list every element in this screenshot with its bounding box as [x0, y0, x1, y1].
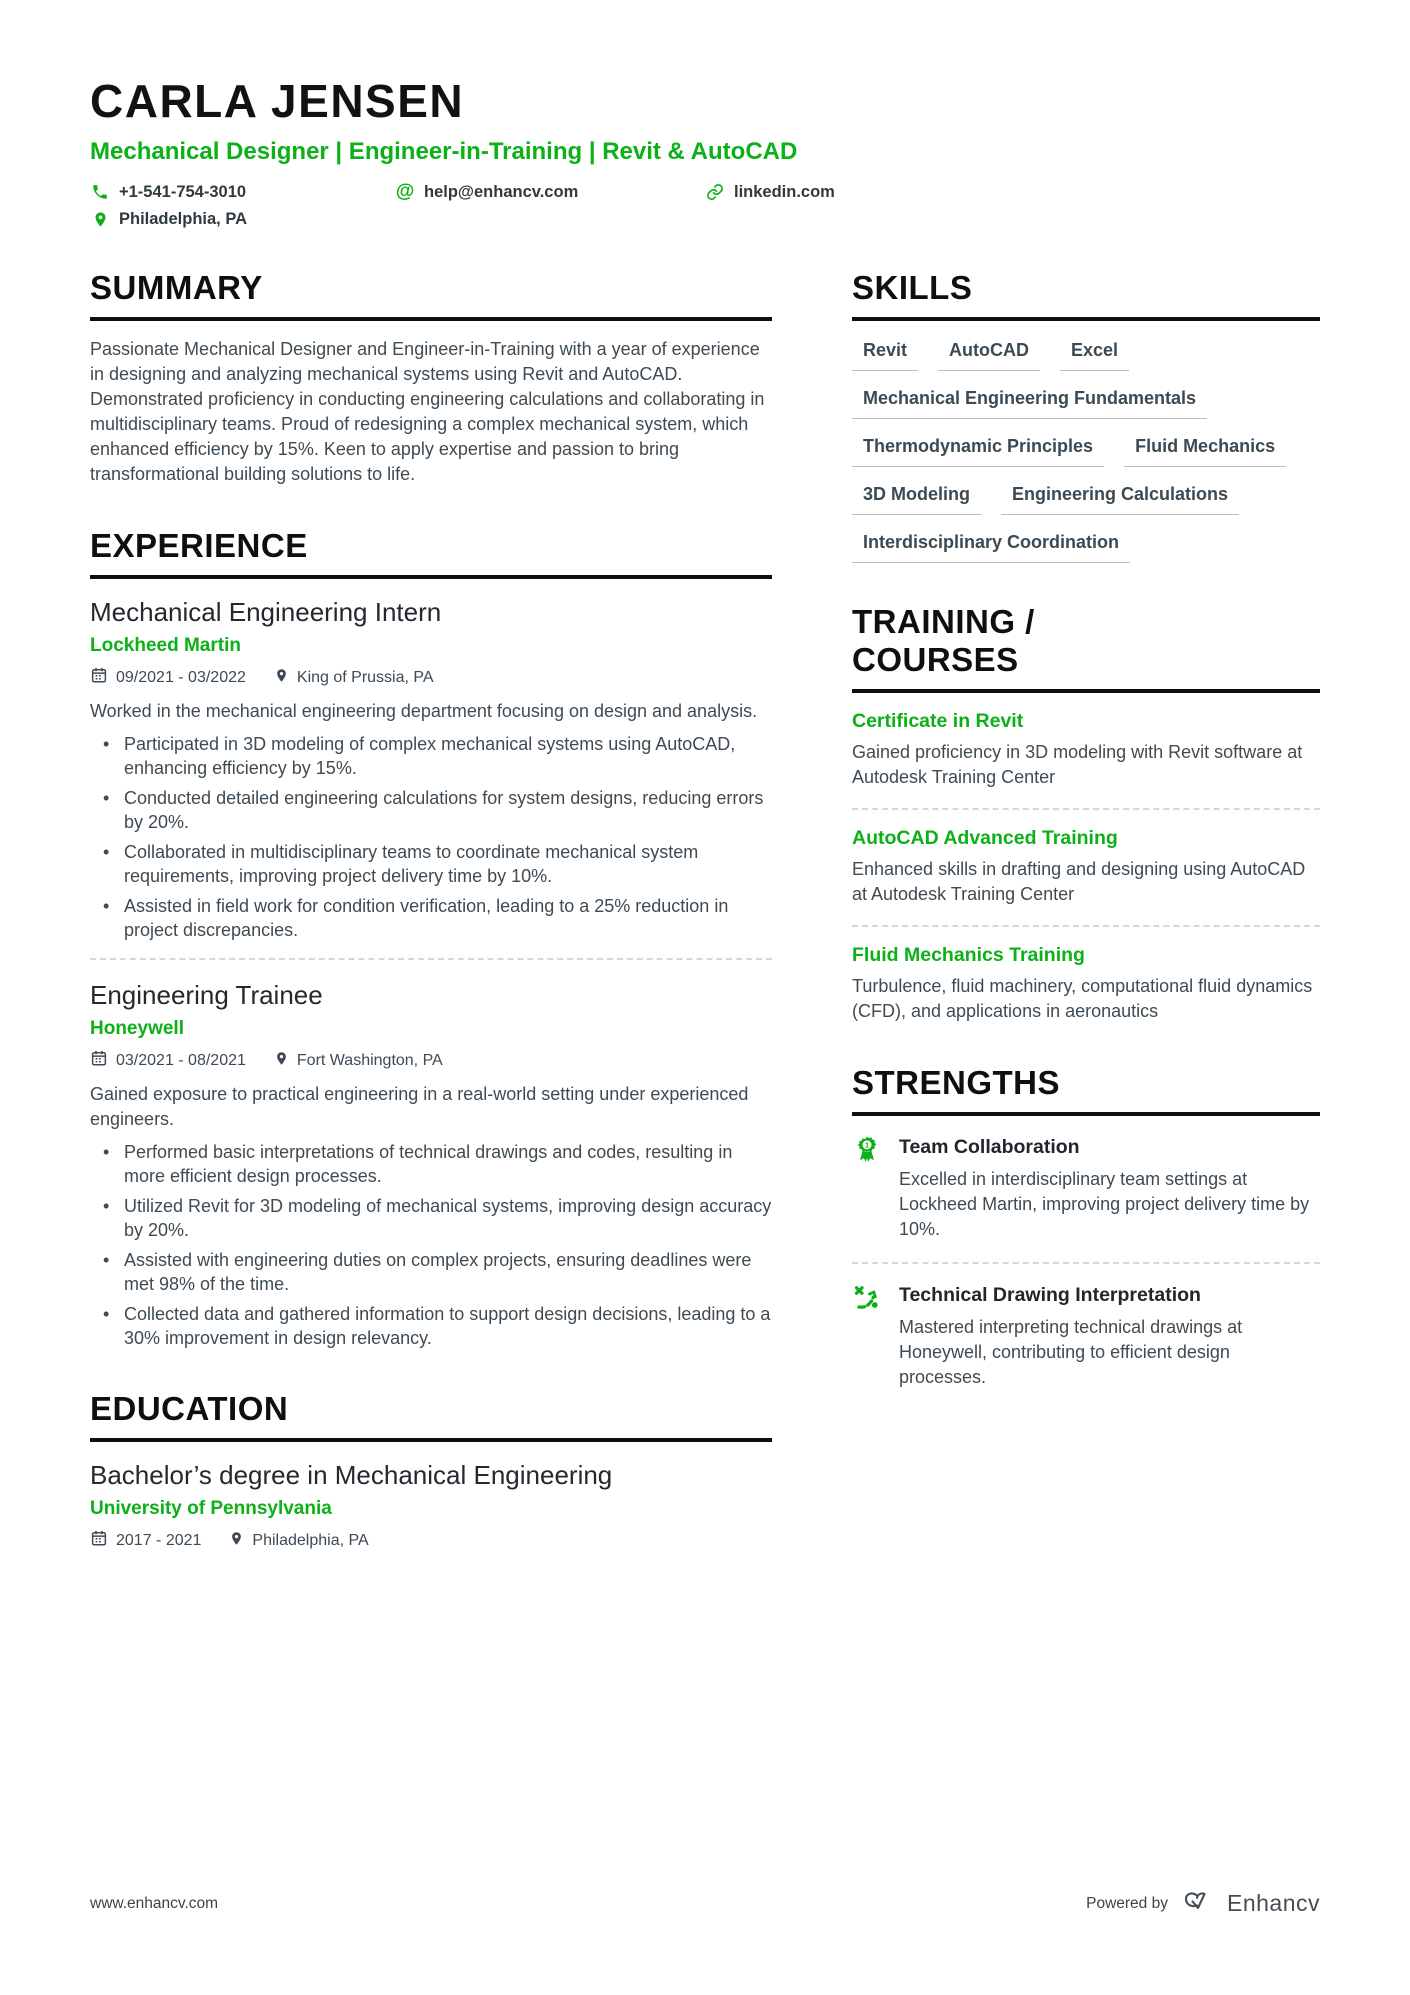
skill-tag: Thermodynamic Principles	[852, 436, 1104, 467]
left-column	[90, 269, 772, 1592]
job-description: Worked in the mechanical engineering department focusing on design and analysis.	[90, 701, 758, 721]
linkedin-text: linkedin.com	[734, 182, 835, 201]
skills-list	[852, 340, 1320, 563]
course-title: Certificate in Revit	[852, 710, 1024, 732]
job-title: Engineering Trainee	[90, 980, 323, 1010]
bullet-item	[90, 1302, 772, 1350]
dashed-divider	[852, 808, 1320, 810]
bullet-text: Performed basic interpretations of technical drawings and codes, resulting in more efficient design processes.	[124, 1142, 733, 1186]
dashed-divider	[852, 1262, 1320, 1264]
pin-icon	[229, 1530, 244, 1552]
email-link[interactable]	[395, 182, 705, 202]
training-heading	[852, 603, 1320, 693]
medal-icon	[852, 1133, 882, 1242]
phone-text: +1-541-754-3010	[119, 182, 247, 201]
bullet-text: Collected data and gathered information to support design decisions, leading to a 30% improvement in design relevancy.	[124, 1304, 771, 1348]
bullet-dot: •	[103, 1142, 110, 1162]
pin-icon	[274, 667, 289, 689]
bullet-dot: •	[103, 1304, 110, 1324]
bullet-item	[90, 732, 772, 780]
bullet-text: Participated in 3D modeling of complex mechanical systems using AutoCAD, enhancing efficiency by 15%.	[124, 734, 736, 778]
strength-title: Technical Drawing Interpretation	[899, 1284, 1201, 1306]
summary-section	[90, 269, 772, 487]
email-text: help@enhancv.com	[424, 182, 579, 201]
calendar-icon	[90, 1049, 108, 1072]
course-description: Turbulence, fluid machinery, computational fluid dynamics (CFD), and applications in aeronautics	[852, 976, 1313, 1021]
summary-text: Passionate Mechanical Designer and Engineer-in-Training with a year of experience in designing and analyzing mechanical systems using Revit and AutoCAD. Demonstrated proficiency in conducting engineering calculations and collaborating in multidisciplinary teams. Proud of redesigning a complex mechanical system, which enhanced efficiency by 15%. Keen to apply expertise and passion to bring transformational building solutions to life.	[90, 339, 765, 484]
main-columns	[90, 269, 1320, 1592]
linkedin-link[interactable]	[705, 182, 835, 202]
education-dates-item	[90, 1529, 201, 1552]
right-column	[852, 269, 1320, 1592]
location-row	[90, 209, 1320, 229]
job-location-item	[274, 1050, 443, 1072]
bullet-dot: •	[103, 1250, 110, 1270]
dashed-divider	[90, 958, 772, 960]
page-footer	[90, 1888, 1320, 1919]
phone-link[interactable]	[90, 182, 395, 202]
bullet-item	[90, 1140, 772, 1188]
job-dates-item	[90, 666, 246, 689]
course-entry	[852, 944, 1320, 1024]
bullet-item	[90, 1194, 772, 1242]
strength-title: Team Collaboration	[899, 1136, 1080, 1158]
skill-tag: Revit	[852, 340, 918, 371]
contact-row	[90, 182, 1320, 202]
education-section	[90, 1390, 772, 1552]
skill-tag: Fluid Mechanics	[1124, 436, 1286, 467]
skill-tag: 3D Modeling	[852, 484, 981, 515]
bullet-dot: •	[103, 842, 110, 862]
training-section	[852, 603, 1320, 1024]
location-icon	[90, 209, 110, 229]
skills-heading: SKILLS	[852, 269, 1320, 321]
skills-section	[852, 269, 1320, 563]
course-description: Enhanced skills in drafting and designing using AutoCAD at Autodesk Training Center	[852, 859, 1306, 904]
bullet-dot: •	[103, 788, 110, 808]
strengths-heading: STRENGTHS	[852, 1064, 1320, 1116]
candidate-title: Mechanical Designer | Engineer-in-Training | Revit & AutoCAD	[90, 138, 798, 165]
skill-tag: Interdisciplinary Coordination	[852, 532, 1130, 563]
bullet-item	[90, 894, 772, 942]
skill-tag: AutoCAD	[938, 340, 1040, 371]
enhancv-logo-icon	[1183, 1888, 1217, 1919]
job-bullets	[90, 732, 772, 942]
strength-entry	[852, 1133, 1320, 1242]
job-dates: 03/2021 - 08/2021	[116, 1051, 246, 1069]
bullet-text: Assisted with engineering duties on complex projects, ensuring deadlines were met 98% of the time.	[124, 1250, 752, 1294]
enhancv-brand-name: Enhancv	[1226, 1890, 1320, 1916]
at-icon: @	[395, 181, 415, 202]
bullet-dot: •	[103, 1196, 110, 1216]
calendar-icon	[90, 666, 108, 689]
job-dates-item	[90, 1049, 246, 1072]
bullet-text: Assisted in field work for condition verification, leading to a 25% reduction in project discrepancies.	[124, 896, 729, 940]
calendar-icon	[90, 1529, 108, 1552]
bullet-item	[90, 840, 772, 888]
bullet-text: Utilized Revit for 3D modeling of mechanical systems, improving design accuracy by 20%.	[124, 1196, 772, 1240]
strength-content	[899, 1281, 1320, 1390]
skill-tag: Mechanical Engineering Fundamentals	[852, 388, 1207, 419]
job-entry	[90, 980, 772, 1350]
resume-header	[90, 74, 1320, 229]
skill-tag: Excel	[1060, 340, 1129, 371]
location-item	[90, 209, 247, 229]
tactics-icon	[852, 1281, 882, 1390]
course-title: AutoCAD Advanced Training	[852, 827, 1118, 849]
education-meta	[90, 1529, 772, 1552]
bullet-dot: •	[103, 734, 110, 754]
job-meta	[90, 1049, 772, 1072]
job-meta	[90, 666, 772, 689]
course-title: Fluid Mechanics Training	[852, 944, 1085, 966]
job-location: Fort Washington, PA	[296, 1051, 443, 1069]
bullet-text: Conducted detailed engineering calculations for system designs, reducing errors by 20%.	[124, 788, 764, 832]
skill-tag: Engineering Calculations	[1001, 484, 1239, 515]
bullet-dot: •	[103, 896, 110, 916]
enhancv-brand-link[interactable]	[1183, 1888, 1320, 1919]
experience-heading: EXPERIENCE	[90, 527, 772, 579]
education-dates: 2017 - 2021	[116, 1531, 202, 1549]
job-location-item	[274, 667, 434, 689]
bullet-text: Collaborated in multidisciplinary teams to coordinate mechanical system requirements, improving project delivery time by 10%.	[124, 842, 699, 886]
strength-content	[899, 1133, 1320, 1242]
location-text: Philadelphia, PA	[119, 209, 248, 228]
course-entry	[852, 710, 1320, 790]
medal-badge-number: 1	[864, 1140, 870, 1150]
job-description: Gained exposure to practical engineering in a real-world setting under experienced engineers.	[90, 1084, 749, 1129]
course-entry	[852, 827, 1320, 907]
degree-title: Bachelor’s degree in Mechanical Engineering	[90, 1460, 613, 1490]
school-name: University of Pennsylvania	[90, 1498, 332, 1519]
bullet-item	[90, 786, 772, 834]
training-heading-text: TRAINING / COURSES	[852, 603, 1035, 678]
job-bullets	[90, 1140, 772, 1350]
strength-description: Mastered interpreting technical drawings at Honeywell, contributing to efficient design processes.	[899, 1317, 1243, 1387]
strength-description: Excelled in interdisciplinary team settings at Lockheed Martin, improving project delivery time by 10%.	[899, 1169, 1310, 1239]
powered-by-block	[1086, 1888, 1320, 1919]
education-location-item	[229, 1530, 368, 1552]
candidate-name: CARLA JENSEN	[90, 75, 465, 127]
education-location: Philadelphia, PA	[252, 1531, 369, 1549]
enhancv-site-link[interactable]: www.enhancv.com	[90, 1894, 219, 1912]
phone-icon	[90, 182, 110, 202]
education-heading: EDUCATION	[90, 1390, 772, 1442]
job-dates: 09/2021 - 03/2022	[116, 668, 246, 686]
job-location: King of Prussia, PA	[296, 668, 434, 686]
strength-entry	[852, 1281, 1320, 1390]
powered-by-label: Powered by	[1086, 1894, 1168, 1912]
experience-section	[90, 527, 772, 1350]
course-description: Gained proficiency in 3D modeling with Revit software at Autodesk Training Center	[852, 742, 1303, 787]
bullet-item	[90, 1248, 772, 1296]
dashed-divider	[852, 925, 1320, 927]
strengths-section	[852, 1064, 1320, 1390]
link-icon	[705, 182, 725, 202]
job-entry	[90, 597, 772, 942]
job-title: Mechanical Engineering Intern	[90, 597, 442, 627]
summary-heading: SUMMARY	[90, 269, 772, 321]
pin-icon	[274, 1050, 289, 1072]
job-company: Honeywell	[90, 1018, 184, 1039]
job-company: Lockheed Martin	[90, 635, 241, 656]
